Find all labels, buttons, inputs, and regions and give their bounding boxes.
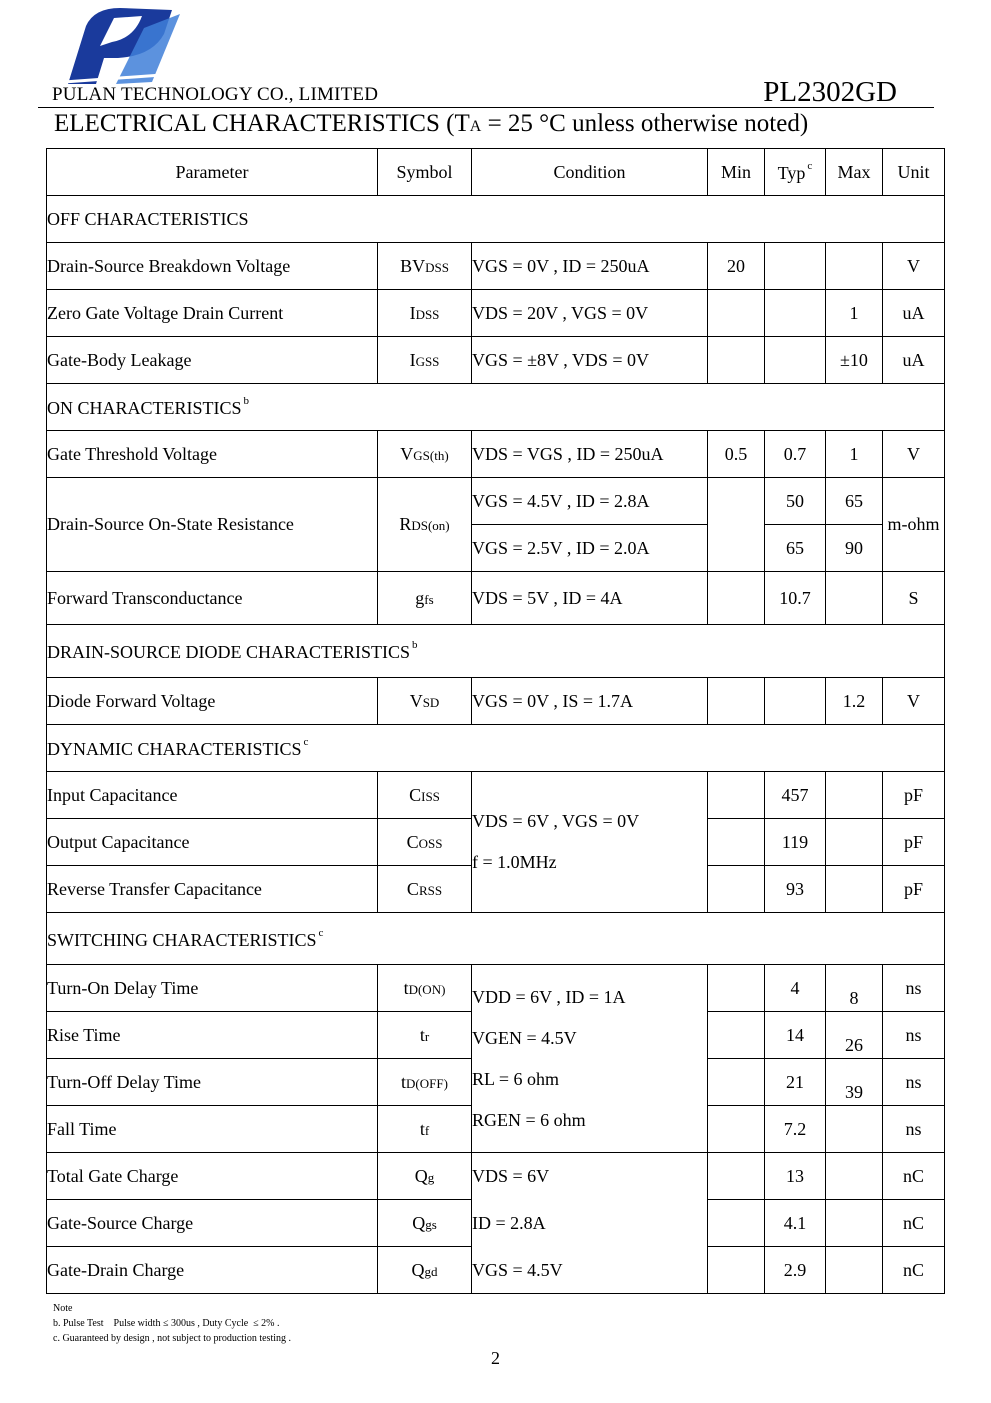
- unit-cell: uA: [883, 290, 945, 337]
- condition-line: f = 1.0MHz: [472, 852, 557, 872]
- symbol-cell: tf: [378, 1106, 472, 1153]
- typ-cell: [765, 337, 826, 384]
- param-cell: Fall Time: [47, 1106, 378, 1153]
- max-cell: 8: [826, 965, 883, 1012]
- page-title: ELECTRICAL CHARACTERISTICS (TA = 25 °C unless otherwise noted): [54, 110, 809, 137]
- symbol-cell: gfs: [378, 572, 472, 625]
- condition-line: VDS = 6V , VGS = 0V: [472, 811, 640, 831]
- typ-cell: 119: [765, 819, 826, 866]
- symbol-cell: VGS(th): [378, 431, 472, 478]
- section-title-switching: SWITCHING CHARACTERISTICS $^c$: [47, 913, 945, 965]
- param-cell: Drain-Source On-State Resistance: [47, 478, 378, 572]
- min-cell: [708, 290, 765, 337]
- footnotes: [53, 1301, 291, 1346]
- section-row: [47, 913, 945, 965]
- symbol-cell: BVDSS: [378, 243, 472, 290]
- max-cell: 26: [826, 1012, 883, 1059]
- symbol-cell: IGSS: [378, 337, 472, 384]
- part-number: PL2302GD: [763, 76, 897, 108]
- param-cell: Input Capacitance: [47, 772, 378, 819]
- symbol-cell: RDS(on): [378, 478, 472, 572]
- max-cell: [826, 1247, 883, 1294]
- unit-cell: ns: [883, 1106, 945, 1153]
- header-rule: [38, 107, 934, 108]
- company-name: PULAN TECHNOLOGY CO., LIMITED: [52, 84, 379, 105]
- typ-cell: 50: [765, 478, 826, 525]
- typ-cell: 4: [765, 965, 826, 1012]
- symbol-cell: CISS: [378, 772, 472, 819]
- condition-cell: VDS = VGS , ID = 250uA: [472, 431, 708, 478]
- unit-cell: uA: [883, 337, 945, 384]
- symbol-cell: Qg: [378, 1153, 472, 1200]
- param-cell: Turn-On Delay Time: [47, 965, 378, 1012]
- condition-line: RL = 6 ohm: [472, 1068, 559, 1089]
- unit-cell: pF: [883, 819, 945, 866]
- condition-cell: VDS = 5V , ID = 4A: [472, 572, 708, 625]
- max-cell: [826, 819, 883, 866]
- max-cell: 90: [826, 525, 883, 572]
- condition-line: ID = 2.8A: [472, 1212, 546, 1233]
- max-cell: 1: [826, 290, 883, 337]
- param-cell: Diode Forward Voltage: [47, 678, 378, 725]
- unit-cell: ns: [883, 1059, 945, 1106]
- min-cell: [708, 478, 765, 572]
- column-header-min: Min: [708, 149, 765, 196]
- condition-cell: VGS = 2.5V , ID = 2.0A: [472, 525, 708, 572]
- symbol-cell: IDSS: [378, 290, 472, 337]
- max-cell: [826, 243, 883, 290]
- max-cell: [826, 772, 883, 819]
- section-row: [47, 625, 945, 678]
- param-cell: Gate-Body Leakage: [47, 337, 378, 384]
- param-cell: Total Gate Charge: [47, 1153, 378, 1200]
- symbol-cell: Qgd: [378, 1247, 472, 1294]
- symbol-cell: COSS: [378, 819, 472, 866]
- electrical-characteristics-table: [46, 148, 945, 1294]
- param-cell: Zero Gate Voltage Drain Current: [47, 290, 378, 337]
- table-row: [47, 290, 945, 337]
- column-header-unit: Unit: [883, 149, 945, 196]
- section-row: [47, 196, 945, 243]
- table-row: [47, 572, 945, 625]
- column-header-condition: Condition: [472, 149, 708, 196]
- unit-cell: ns: [883, 965, 945, 1012]
- column-header-parameter: Parameter: [47, 149, 378, 196]
- max-cell: [826, 572, 883, 625]
- symbol-cell: tD(ON): [378, 965, 472, 1012]
- param-cell: Gate-Drain Charge: [47, 1247, 378, 1294]
- condition-cell: VGS = ±8V , VDS = 0V: [472, 337, 708, 384]
- unit-cell: nC: [883, 1153, 945, 1200]
- min-cell: [708, 1106, 765, 1153]
- min-cell: [708, 819, 765, 866]
- note-b: b. Pulse Test Pulse width ≤ 300us , Duty Cycle ≤ 2% .: [53, 1318, 280, 1329]
- param-cell: Output Capacitance: [47, 819, 378, 866]
- param-cell: Gate-Source Charge: [47, 1200, 378, 1247]
- max-cell: [826, 1153, 883, 1200]
- max-cell: 39: [826, 1059, 883, 1106]
- unit-cell: nC: [883, 1247, 945, 1294]
- max-cell: 1.2: [826, 678, 883, 725]
- typ-cell: [765, 290, 826, 337]
- condition-cell: VGS = 4.5V , ID = 2.8A: [472, 478, 708, 525]
- typ-cell: 2.9: [765, 1247, 826, 1294]
- param-cell: Reverse Transfer Capacitance: [47, 866, 378, 913]
- section-title-on: ON CHARACTERISTICS $^b$: [47, 384, 945, 431]
- param-cell: Forward Transconductance: [47, 572, 378, 625]
- symbol-cell: CRSS: [378, 866, 472, 913]
- condition-line: VGEN = 4.5V: [472, 1027, 577, 1048]
- max-cell: ±10: [826, 337, 883, 384]
- condition-cell: VGS = 0V , ID = 250uA: [472, 243, 708, 290]
- symbol-cell: tD(OFF): [378, 1059, 472, 1106]
- section-row: [47, 725, 945, 772]
- dynamic-condition-cell: [472, 772, 708, 913]
- param-cell: Turn-Off Delay Time: [47, 1059, 378, 1106]
- gate-charge-condition-cell: [472, 1153, 708, 1294]
- param-cell: Gate Threshold Voltage: [47, 431, 378, 478]
- min-cell: [708, 678, 765, 725]
- typ-cell: [765, 243, 826, 290]
- table-row: [47, 243, 945, 290]
- note-heading: Note: [53, 1303, 73, 1314]
- column-header-max: Max: [826, 149, 883, 196]
- table-row: [47, 1153, 945, 1200]
- unit-cell: pF: [883, 772, 945, 819]
- min-cell: [708, 866, 765, 913]
- typ-cell: [765, 678, 826, 725]
- symbol-cell: tr: [378, 1012, 472, 1059]
- unit-cell: m-ohm: [883, 478, 945, 572]
- typ-cell: 13: [765, 1153, 826, 1200]
- column-header-typ: Typ $^c$: [765, 149, 826, 196]
- note-c: c. Guaranteed by design , not subject to production testing .: [53, 1333, 292, 1344]
- column-header-symbol: Symbol: [378, 149, 472, 196]
- unit-cell: V: [883, 431, 945, 478]
- condition-line: VGS = 4.5V: [472, 1259, 563, 1280]
- min-cell: [708, 965, 765, 1012]
- symbol-cell: Qgs: [378, 1200, 472, 1247]
- symbol-cell: VSD: [378, 678, 472, 725]
- unit-cell: V: [883, 678, 945, 725]
- table-row: [47, 478, 945, 525]
- section-title-dynamic: DYNAMIC CHARACTERISTICS $^c$: [47, 725, 945, 772]
- min-cell: [708, 1247, 765, 1294]
- condition-line: RGEN = 6 ohm: [472, 1109, 586, 1130]
- min-cell: [708, 1153, 765, 1200]
- table-row: [47, 965, 945, 1012]
- unit-cell: V: [883, 243, 945, 290]
- table-header-row: [47, 149, 945, 196]
- min-cell: [708, 1200, 765, 1247]
- min-cell: [708, 772, 765, 819]
- typ-cell: 457: [765, 772, 826, 819]
- max-cell: [826, 1200, 883, 1247]
- unit-cell: pF: [883, 866, 945, 913]
- table-row: [47, 772, 945, 819]
- typ-cell: 21: [765, 1059, 826, 1106]
- max-cell: [826, 1106, 883, 1153]
- typ-cell: 93: [765, 866, 826, 913]
- table-row: [47, 678, 945, 725]
- unit-cell: ns: [883, 1012, 945, 1059]
- max-cell: 1: [826, 431, 883, 478]
- switching-condition-cell: [472, 965, 708, 1153]
- min-cell: [708, 337, 765, 384]
- min-cell: [708, 1012, 765, 1059]
- max-cell: [826, 866, 883, 913]
- typ-cell: 4.1: [765, 1200, 826, 1247]
- unit-cell: nC: [883, 1200, 945, 1247]
- unit-cell: S: [883, 572, 945, 625]
- condition-cell: VGS = 0V , IS = 1.7A: [472, 678, 708, 725]
- section-title-diode: DRAIN-SOURCE DIODE CHARACTERISTICS $^b$: [47, 625, 945, 678]
- min-cell: 0.5: [708, 431, 765, 478]
- table-row: [47, 431, 945, 478]
- min-cell: [708, 572, 765, 625]
- page-number: 2: [491, 1348, 500, 1368]
- min-cell: 20: [708, 243, 765, 290]
- min-cell: [708, 1059, 765, 1106]
- param-cell: Drain-Source Breakdown Voltage: [47, 243, 378, 290]
- table-row: [47, 337, 945, 384]
- typ-cell: 7.2: [765, 1106, 826, 1153]
- param-cell: Rise Time: [47, 1012, 378, 1059]
- typ-cell: 10.7: [765, 572, 826, 625]
- condition-cell: VDS = 20V , VGS = 0V: [472, 290, 708, 337]
- typ-cell: 14: [765, 1012, 826, 1059]
- condition-line: VDS = 6V: [472, 1165, 550, 1186]
- condition-line: VDD = 6V , ID = 1A: [472, 986, 626, 1007]
- max-cell: 65: [826, 478, 883, 525]
- typ-cell: 0.7: [765, 431, 826, 478]
- section-title-off: OFF CHARACTERISTICS: [47, 196, 945, 243]
- typ-cell: 65: [765, 525, 826, 572]
- company-logo: [60, 4, 180, 86]
- section-row: [47, 384, 945, 431]
